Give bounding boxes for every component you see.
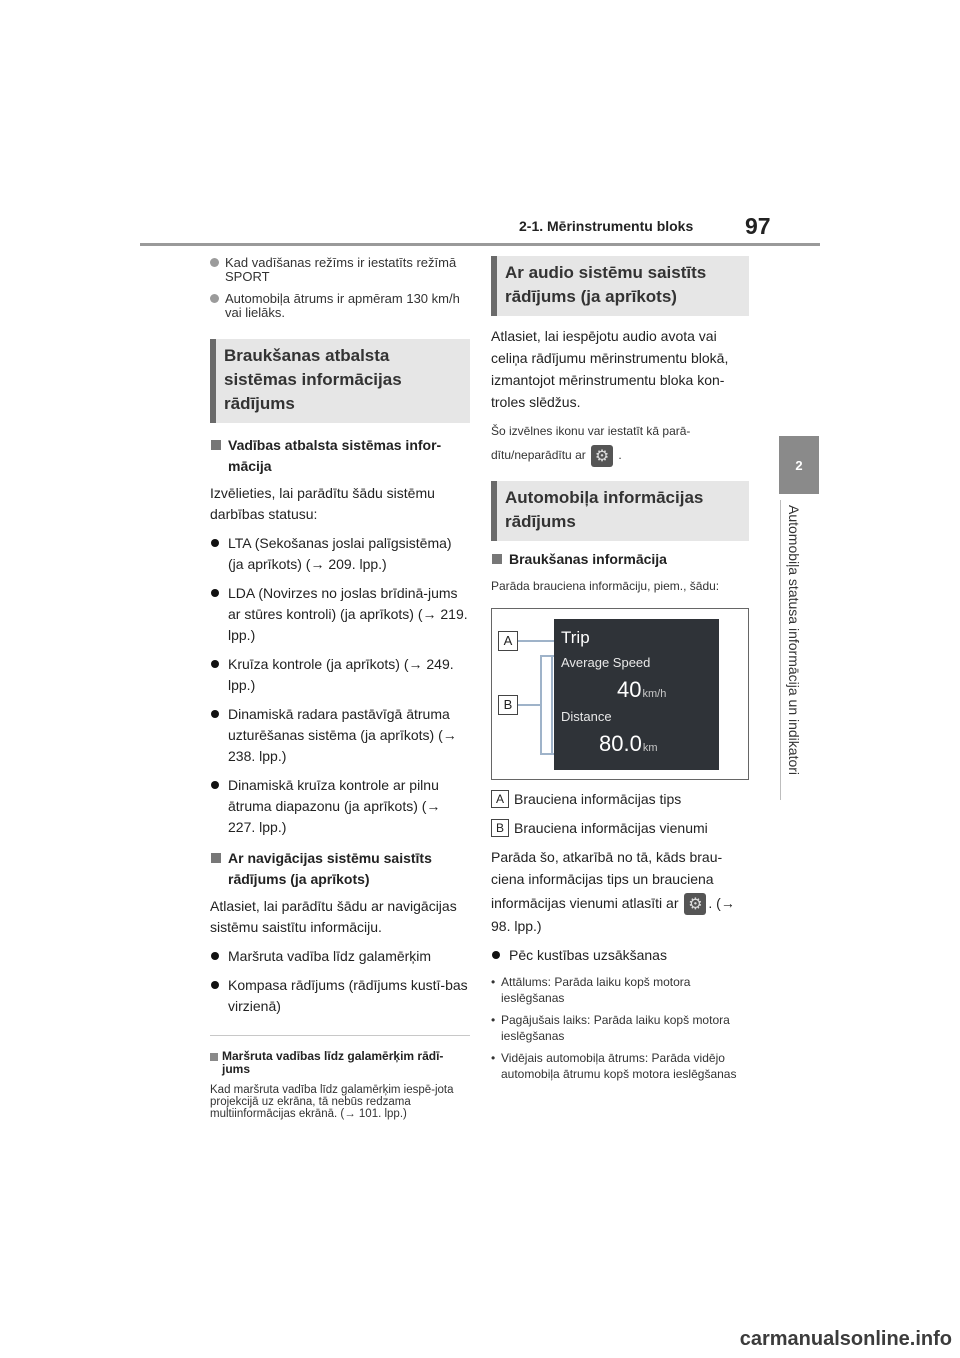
figure-label-b: B <box>498 695 518 715</box>
list-item-text: Maršruta vadība līdz galamērķim <box>228 948 432 964</box>
display-figure <box>491 608 749 780</box>
bullet-icon <box>211 589 219 597</box>
list-heading <box>491 945 751 966</box>
note-line: Šo izvēlnes ikonu var iestatīt kā parā- <box>491 424 691 438</box>
subsection-heading <box>210 848 470 890</box>
chapter-side-title: Automobiļa statusa informācija un indikatori <box>786 505 802 776</box>
caption-b <box>491 818 751 838</box>
note-heading-text: Maršruta vadības līdz galamērķim rādī-jums <box>222 1049 444 1076</box>
bullet-icon: • <box>491 1013 496 1028</box>
subsection-heading-text: Vadības atbalsta sistēmas infor-mācija <box>228 437 442 474</box>
note-text: dītu/neparādītu ar <box>491 448 586 463</box>
list-item <box>210 975 470 1017</box>
list-item <box>210 654 470 696</box>
bullet-icon <box>210 258 219 267</box>
section-heading-box: Automobiļa informācijas rādījums <box>491 481 749 541</box>
paragraph <box>491 892 751 937</box>
average-speed-value <box>617 677 666 703</box>
list-item <box>210 946 470 967</box>
list-item <box>210 256 470 284</box>
section-title: 2-1. Mērinstrumentu bloks <box>519 218 694 234</box>
paragraph-text: informācijas vienumi atlasīti ar <box>491 895 679 911</box>
list-item-text: Attālums: Parāda laiku kopš motora ieslēgšanas <box>501 975 691 1006</box>
list-item <box>491 1050 751 1082</box>
list-item <box>210 704 470 767</box>
caption-text: Brauciena informācijas tips <box>514 791 682 807</box>
list-item <box>491 974 751 1006</box>
bullet-icon <box>492 951 500 959</box>
list-item <box>210 583 470 646</box>
bullet-icon <box>211 660 219 668</box>
figure-label-a: A <box>498 631 518 651</box>
caption-text: Brauciena informācijas vienumi <box>514 820 708 836</box>
watermark: carmanualsonline.info <box>739 1328 952 1350</box>
list-item-text: Vidējais automobiļa ātrums: Parāda vidējo automobiļa ātrumu kopš motora ieslēgšanas <box>501 1051 737 1082</box>
list-item-text: Kruīza kontrole (ja aprīkots) (→ 249. lpp.) <box>228 656 454 693</box>
chapter-tab: 2 <box>779 436 819 494</box>
bullet-icon <box>211 539 219 547</box>
subsection-heading <box>210 435 470 477</box>
bullet-icon <box>211 981 219 989</box>
list-item <box>210 292 470 320</box>
note-text: . <box>618 448 622 463</box>
paragraph: Izvēlieties, lai parādītu šādu sistēmu darbības statusu: <box>210 485 435 522</box>
trip-label: Trip <box>561 628 590 647</box>
note-heading <box>210 1050 470 1076</box>
gear-icon <box>591 445 613 467</box>
subsection-heading <box>491 549 749 570</box>
connector-line <box>518 640 554 642</box>
subsection-heading-text: Braukšanas informācija <box>509 551 667 567</box>
paragraph: Parāda brauciena informāciju, piem., šādu: <box>491 579 720 593</box>
connector-line <box>540 655 542 755</box>
distance-unit: km <box>642 742 658 754</box>
screen-bracket <box>551 657 553 755</box>
header-rule <box>140 243 820 246</box>
list-item <box>210 533 470 575</box>
caption-a <box>491 789 751 809</box>
caption-label-box: A <box>491 790 509 808</box>
paragraph-text: . (→ 98. lpp.) <box>491 895 735 935</box>
right-column <box>491 256 749 596</box>
note-line <box>491 445 749 467</box>
section-heading-box: Ar audio sistēmu saistīts rādījums (ja aprīkots) <box>491 256 749 316</box>
list-item-text: Pagājušais laiks: Parāda laiku kopš motora ieslēgšanas <box>501 1013 730 1044</box>
right-column-lower <box>491 789 751 1082</box>
bullet-text: Automobiļa ātrums ir apmēram 130 km/h vai lielāks. <box>225 291 460 320</box>
list-item-text: Dinamiskā radara pastāvīgā ātruma uzturēšanas sistēma (ja aprīkots) (→ 238. lpp.) <box>228 706 457 764</box>
square-bullet-icon <box>492 554 502 564</box>
list-item-text: LDA (Novirzes no joslas brīdinā-jums ar stūres kontroli) (ja aprīkots) (→ 219. lpp.) <box>228 585 468 643</box>
square-bullet-icon <box>210 1053 218 1061</box>
bullet-icon: • <box>491 975 496 990</box>
bullet-icon <box>210 294 219 303</box>
bullet-icon <box>211 781 219 789</box>
average-speed-unit: km/h <box>642 688 667 700</box>
section-heading-box: Braukšanas atbalsta sistēmas informācijas rādījums <box>210 339 470 423</box>
distance-label: Distance <box>561 709 612 724</box>
gear-icon <box>684 893 706 915</box>
average-speed-number: 40 <box>617 677 642 702</box>
note-text: Kad maršruta vadība līdz galamērķim iespē-jota projekcijā uz ekrāna, tā nebūs redzama multiinformācijas ekrānā. (→ 101. lpp.) <box>210 1084 454 1120</box>
list-heading-text: Pēc kustības uzsākšanas <box>509 947 667 964</box>
paragraph: Atlasiet, lai parādītu šādu ar navigācijas sistēmu saistītu informāciju. <box>210 898 457 935</box>
list-item-text: Kompasa rādījums (rādījums kustī-bas virzienā) <box>228 977 468 1014</box>
square-bullet-icon <box>211 440 221 450</box>
distance-number: 80.0 <box>599 731 642 756</box>
bullet-icon <box>211 952 219 960</box>
divider <box>210 1035 470 1036</box>
subsection-heading-text: Ar navigācijas sistēmu saistīts rādījums (ja aprīkots) <box>228 850 432 887</box>
caption-label-box: B <box>491 819 509 837</box>
list-item-text: Dinamiskā kruīza kontrole ar pilnu ātruma diapazonu (ja aprīkots) (→ 227. lpp.) <box>228 777 441 835</box>
distance-value <box>599 731 658 757</box>
bullet-icon: • <box>491 1051 496 1066</box>
multi-info-display <box>554 619 719 770</box>
paragraph: Parāda šo, atkarībā no tā, kāds brau-ciena informācijas tips un brauciena <box>491 849 723 887</box>
list-item <box>491 1012 751 1044</box>
list-item <box>210 775 470 838</box>
connector-line <box>518 704 540 706</box>
left-column <box>210 256 470 1120</box>
square-bullet-icon <box>211 853 221 863</box>
bullet-text: Kad vadīšanas režīms ir iestatīts režīmā SPORT <box>225 255 457 284</box>
tab-rule <box>780 500 781 800</box>
bullet-icon <box>211 710 219 718</box>
page-number: 97 <box>745 213 771 239</box>
average-speed-label: Average Speed <box>561 655 651 670</box>
paragraph: Atlasiet, lai iespējotu audio avota vai celiņa rādījumu mērinstrumentu blokā, izmantojot mērinstrumentu bloka kon-troles slēdžus. <box>491 328 729 410</box>
list-item-text: LTA (Sekošanas joslai palīgsistēma) (ja aprīkots) (→ 209. lpp.) <box>228 535 452 572</box>
